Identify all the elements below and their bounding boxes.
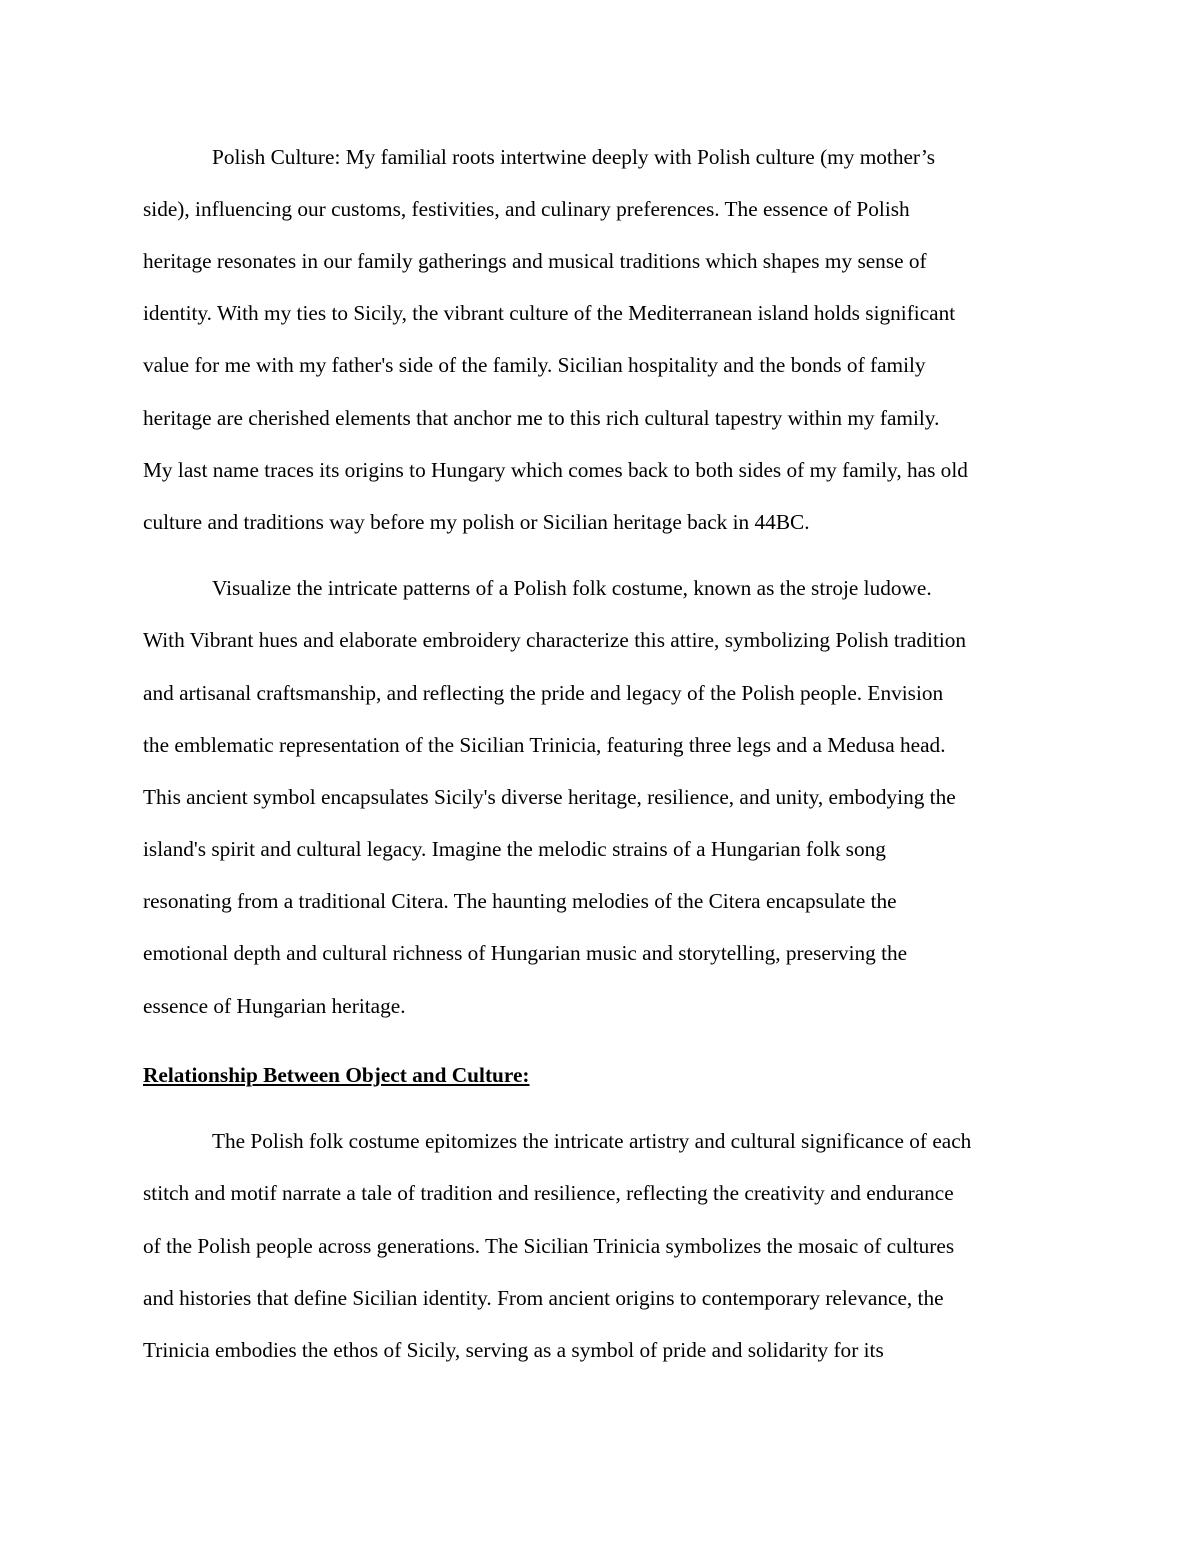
paragraph-2-line-8: emotional depth and cultural richness of Hungarian music and storytelling, preserving the bbox=[143, 941, 908, 965]
paragraph-1-line-2: side), influencing our customs, festivities, and culinary preferences. The essence of Polish bbox=[143, 197, 910, 221]
paragraph-3-line-5: Trinicia embodies the ethos of Sicily, serving as a symbol of pride and solidarity for its bbox=[143, 1338, 884, 1362]
paragraph-3-line-4: and histories that define Sicilian identity. From ancient origins to contemporary relevance, the bbox=[143, 1286, 944, 1310]
section-heading: Relationship Between Object and Culture: bbox=[143, 1063, 530, 1087]
paragraph-2-line-4: the emblematic representation of the Sicilian Trinicia, featuring three legs and a Medusa head. bbox=[143, 733, 946, 757]
paragraph-1-line-1: Polish Culture: My familial roots intertwine deeply with Polish culture (my mother’s bbox=[212, 145, 936, 169]
paragraph-1-line-7: My last name traces its origins to Hungary which comes back to both sides of my family, has old bbox=[143, 458, 968, 482]
paragraph-3-line-1: The Polish folk costume epitomizes the intricate artistry and cultural significance of each bbox=[212, 1129, 972, 1153]
paragraph-1-line-3: heritage resonates in our family gatherings and musical traditions which shapes my sense of bbox=[143, 249, 927, 273]
paragraph-2-line-6: island's spirit and cultural legacy. Imagine the melodic strains of a Hungarian folk song bbox=[143, 837, 886, 861]
paragraph-1-line-4: identity. With my ties to Sicily, the vibrant culture of the Mediterranean island holds significant bbox=[143, 301, 956, 325]
paragraph-2-line-2: With Vibrant hues and elaborate embroidery characterize this attire, symbolizing Polish tradition bbox=[143, 628, 967, 652]
paragraph-2-line-9: essence of Hungarian heritage. bbox=[143, 994, 406, 1018]
paragraph-2-line-3: and artisanal craftsmanship, and reflecting the pride and legacy of the Polish people. Envision bbox=[143, 681, 944, 705]
paragraph-1-line-5: value for me with my father's side of the family. Sicilian hospitality and the bonds of family bbox=[143, 353, 926, 377]
paragraph-1-line-8: culture and traditions way before my polish or Sicilian heritage back in 44BC. bbox=[143, 510, 810, 534]
paragraph-2-line-7: resonating from a traditional Citera. The haunting melodies of the Citera encapsulate the bbox=[143, 889, 897, 913]
paragraph-3-line-2: stitch and motif narrate a tale of tradition and resilience, reflecting the creativity and endurance bbox=[143, 1181, 954, 1205]
paragraph-2-line-1: Visualize the intricate patterns of a Polish folk costume, known as the stroje ludowe. bbox=[212, 576, 932, 600]
paragraph-1-line-6: heritage are cherished elements that anchor me to this rich cultural tapestry within my family. bbox=[143, 406, 940, 430]
paragraph-3-line-3: of the Polish people across generations. The Sicilian Trinicia symbolizes the mosaic of cultures bbox=[143, 1234, 955, 1258]
paragraph-2-line-5: This ancient symbol encapsulates Sicily's diverse heritage, resilience, and unity, embodying the bbox=[143, 785, 956, 809]
